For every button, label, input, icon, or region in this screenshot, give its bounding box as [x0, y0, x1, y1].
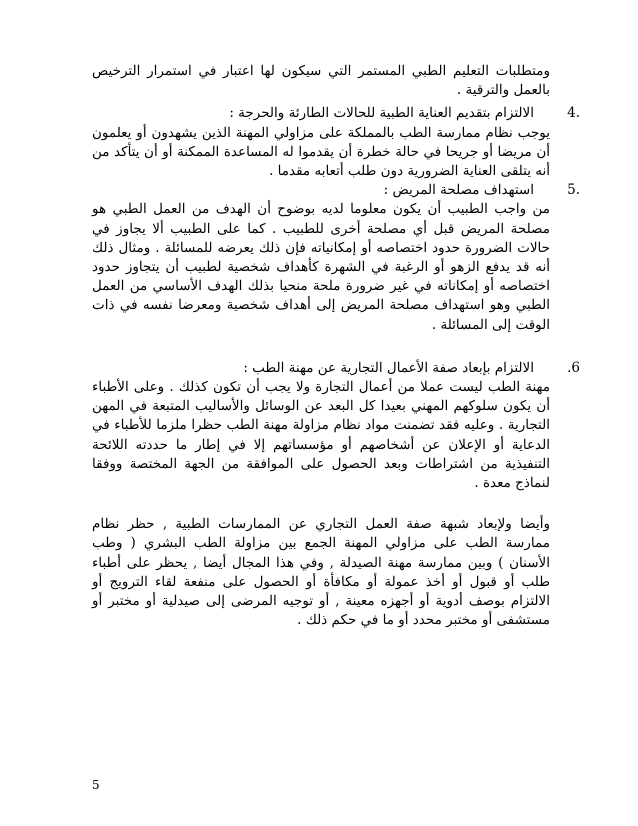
section-item-5	[92, 181, 580, 335]
section-body: من واجب الطبيب أن يكون معلوما لديه بوضوح أن الهدف من العمل الطبي هو مصلحة المريض قبل أي مصلحة أخرى للطبيب . كما على الطبيب ألا يجاوز في حالات الضرورة حدود اختصاصه أو إمكانياته فإن ذلك يعرضه للمسائلة . ومثال ذلك أنه قد يدفع الزهو أو الرغبة في الشهرة كأهداف شخصية لطبيب أن يتجاوز حدود اختصاصه أو إمكاناته في غير ضرورة ملحة منحيا بذلك الهدف الأساسي من العمل الطبي وهو استهداف مصلحة المريض إلى أهداف شخصية ومعرضا نفسه في ذات الوقت إلى المسائلة .	[92, 201, 550, 333]
section-heading: الالتزام بتقديم العناية الطبية للحالات الطارئة والحرجة :	[229, 105, 534, 122]
section-item-4	[92, 104, 580, 181]
closing-paragraph: وأيضا ولإبعاد شبهة صفة العمل التجاري عن الممارسات الطبية , حظر نظام ممارسة الطب على مزاولي المهنة الجمع بين مزاولة الطب البشري ( وطب الأسنان ) وبين ممارسة مهنة الصيدلة , وفي هذا المجال أيضا , يحظر على أطباء طلب أو قبول أو أخذ عمولة أو مكافأة أو الحصول على منفعة لقاء الترويج أو الالتزام بوصف أدوية أو أجهزه معينة , أو توجيه المرضى إلى صيدلية أو مختبر أو مستشفى أو مختبر محدد أو ما في حكم ذلك .	[92, 516, 550, 629]
section-item-6	[92, 359, 580, 493]
intro-paragraph: ومتطلبات التعليم الطبي المستمر التي سيكون لها اعتبار في استمرار الترخيص بالعمل والترقية .	[92, 63, 550, 99]
section-heading: الالتزام بإبعاد صفة الأعمال التجارية عن مهنة الطب :	[243, 359, 534, 376]
section-body: يوجب نظام ممارسة الطب بالمملكة على مزاولي المهنة الذين يشهدون أو يعلمون أن مريضا أو جريحا في حالة خطرة أن يقدموا له المساعدة الممكنة أو أن يتأكد من أنه يتلقى العناية الضرورية دون طلب أتعابه مقدما .	[92, 124, 550, 180]
section-heading: استهداف مصلحة المريض :	[383, 182, 534, 199]
page-number: 5	[92, 778, 100, 792]
section-number: .6	[567, 359, 580, 376]
section-number: 4.	[567, 105, 580, 122]
section-number: 5.	[567, 182, 580, 199]
document-body	[92, 62, 580, 634]
section-body: مهنة الطب ليست عملا من أعمال التجارة ولا يجب أن تكون كذلك . وعلى الأطباء أن يكون سلوكهم المهني بعيدا كل البعد عن الوسائل والأساليب المتبعة في المهن التجارية . وعليه فقد تضمنت مواد نظام مزاولة مهنة الطب حظرا ملزما للأطباء في الدعاية أو الإعلان عن أشخاصهم أو مؤسساتهم إلا في إطار ما حددته اللائحة التنفيذية من اشتراطات وبعد الحصول على الموافقة من الجهة المختصة ووفقا لنماذج معدة .	[92, 379, 550, 492]
